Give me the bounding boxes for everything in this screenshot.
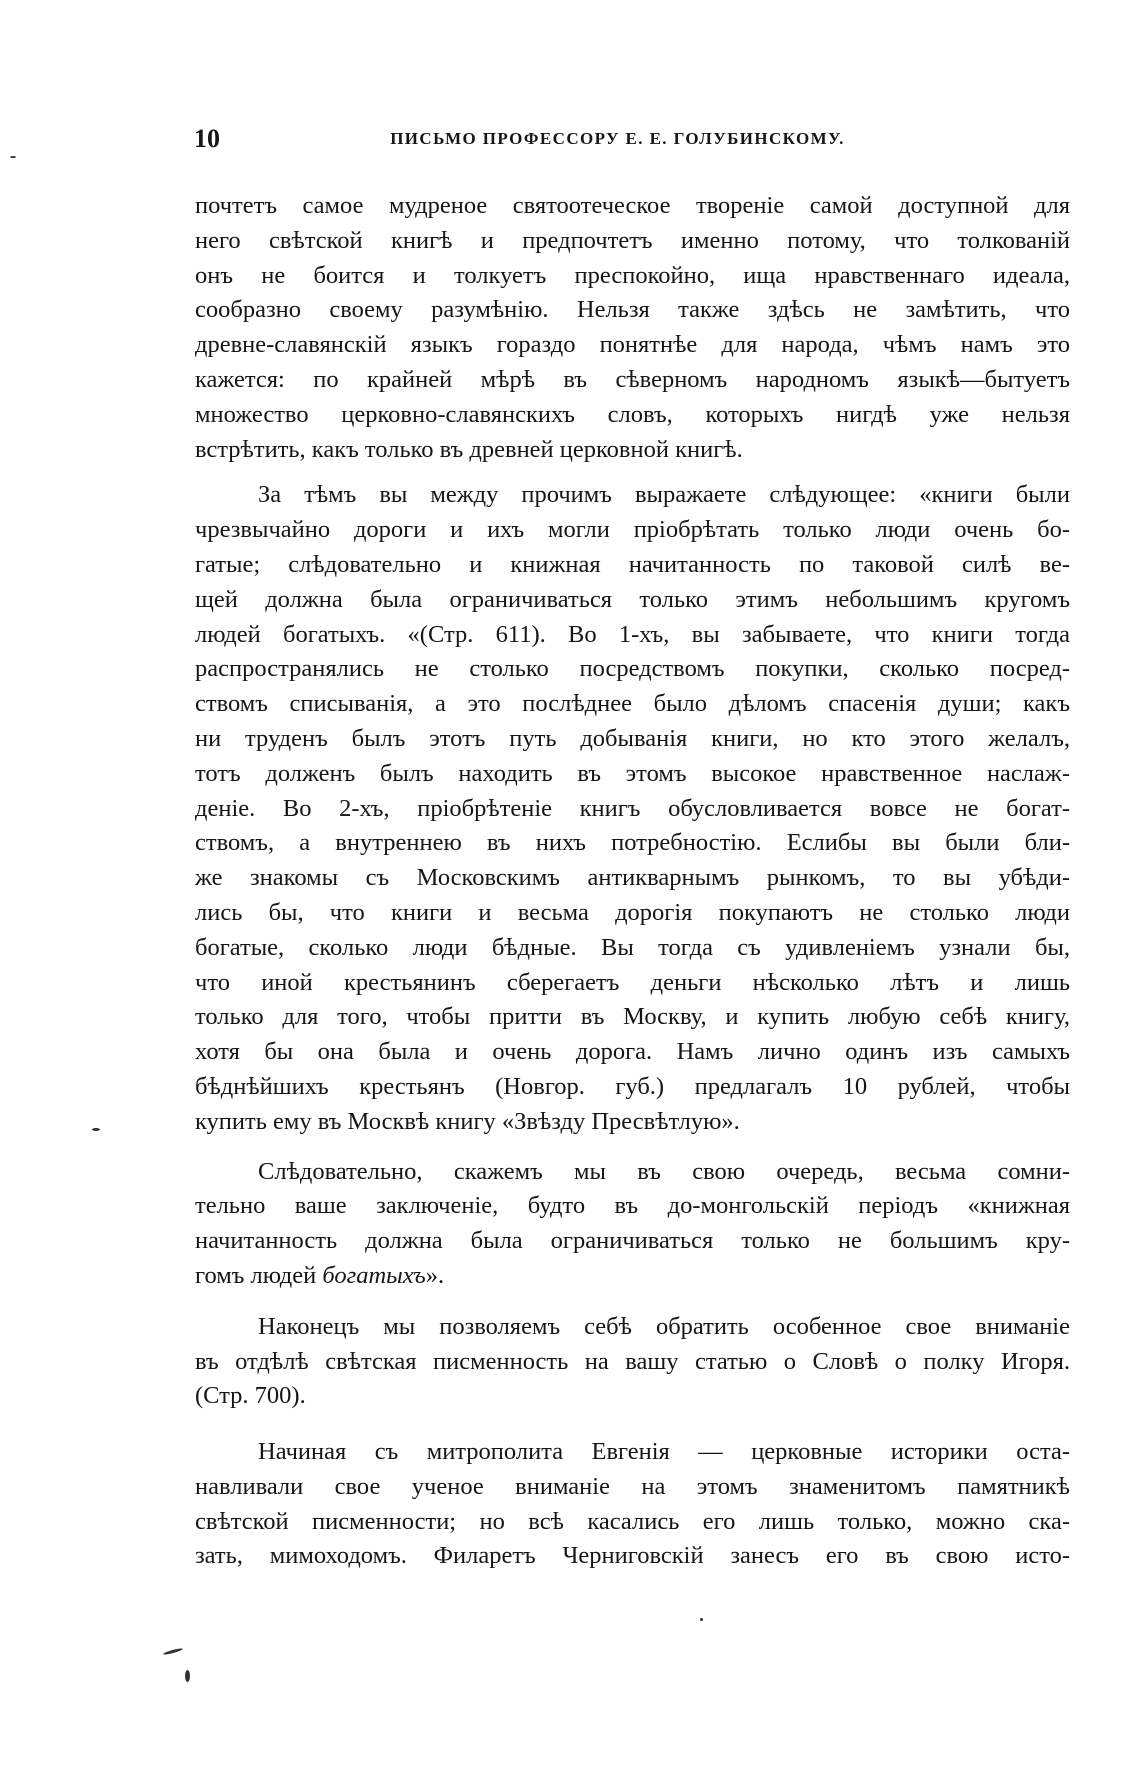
- text-line: людей богатыхъ. «(Стр. 611). Во 1-хъ, вы забываете, что книги тогда: [195, 620, 1070, 648]
- text-line: Начиная съ митрополита Евгенiя — церковные историки оста-: [258, 1438, 1070, 1466]
- running-title: ПИСЬМО ПРОФЕССОРУ Е. Е. ГОЛУБИНСКОМУ.: [390, 129, 845, 148]
- page-number: 10: [194, 124, 220, 153]
- text-line: [195, 1259, 1070, 1294]
- text-line: распространялись не столько посредствомъ покупки, сколько посред-: [195, 655, 1070, 683]
- text-line: ни труденъ былъ этотъ путь добыванiя книги, но кто этого желалъ,: [195, 724, 1070, 752]
- paragraph-2: [195, 478, 1070, 1139]
- text-line: Слѣдовательно, скажемъ мы въ свою очередь, весьма сомни-: [258, 1157, 1070, 1185]
- text-line: бѣднѣйшихъ крестьянъ (Новгор. губ.) предлагалъ 10 рублей, чтобы: [195, 1072, 1070, 1100]
- text-line: только для того, чтобы притти въ Москву, и купить любую себѣ книгу,: [195, 1003, 1070, 1031]
- text-line: (Стр. 700).: [195, 1382, 306, 1410]
- text-line: тотъ долженъ былъ находить въ этомъ высокое нравственное наслаж-: [195, 759, 1070, 787]
- text-line: что иной крестьянинъ сберегаетъ деньги нѣсколько лѣтъ и лишь: [195, 968, 1070, 996]
- text-line: кажется: по крайней мѣрѣ въ сѣверномъ народномъ языкѣ—бытуетъ: [195, 365, 1070, 393]
- text-line: щей должна была ограничиваться только этимъ небольшимъ кругомъ: [195, 585, 1070, 613]
- text-line: чрезвычайно дороги и ихъ могли прiобрѣтать только люди очень бо-: [195, 516, 1070, 544]
- text-line: ствомъ списыванiя, а это послѣднее было дѣломъ спасенiя души; какъ: [195, 690, 1070, 718]
- text-line: денiе. Во 2-хъ, прiобрѣтенiе книгъ обусловливается вовсе не богат-: [195, 794, 1070, 822]
- text-line: множество церковно-славянскихъ словъ, которыхъ нигдѣ уже нельзя: [195, 400, 1070, 428]
- text-line: свѣтской писменности; но всѣ касались его лишь только, можно ска-: [195, 1507, 1070, 1535]
- text-line: зать, мимоходомъ. Филаретъ Черниговскiй занесъ его въ свою исто-: [195, 1542, 1070, 1570]
- scan-speck: [185, 1670, 190, 1682]
- scan-speck: [10, 156, 16, 158]
- text-line: же знакомы съ Московскимъ антикварнымъ рынкомъ, то вы убѣди-: [195, 864, 1070, 892]
- text-line: сообразно своему разумѣнiю. Нельзя также здѣсь не замѣтить, что: [195, 296, 1070, 324]
- paragraph-5: [195, 1435, 1070, 1574]
- text-line: начитанность должна была ограничиваться только не большимъ кру-: [195, 1227, 1070, 1255]
- text-line: хотя бы она была и очень дорога. Намъ лично одинъ изъ самыхъ: [195, 1038, 1070, 1066]
- paragraph-3: [195, 1155, 1070, 1294]
- text-span: ».: [425, 1261, 445, 1289]
- italic-emphasis: богатыхъ: [322, 1261, 426, 1289]
- text-line: въ отдѣлѣ свѣтская писменность на вашу статью о Словѣ о полку Игоря.: [195, 1347, 1070, 1375]
- scan-speck: [700, 1618, 703, 1621]
- paragraph-1: [195, 189, 1070, 467]
- text-line: Наконецъ мы позволяемъ себѣ обратить особенное свое вниманiе: [258, 1312, 1070, 1340]
- text-line: навливали свое ученое вниманiе на этомъ знаменитомъ памятникѣ: [195, 1472, 1070, 1500]
- text-line: древне-славянскiй языкъ гораздо понятнѣе для народа, чѣмъ намъ это: [195, 331, 1070, 359]
- text-line: почтетъ самое мудреное святоотеческое творенie самой доступной для: [195, 192, 1070, 219]
- text-line: встрѣтить, какъ только въ древней церковной книгѣ.: [195, 435, 743, 463]
- text-line: тельно ваше заключенiе, будто въ до-монгольскiй перiодъ «книжная: [195, 1192, 1070, 1220]
- text-line: купить ему въ Москвѣ книгу «Звѣзду Пресвѣтлую».: [195, 1107, 740, 1135]
- text-span: гомъ людей: [195, 1261, 323, 1289]
- text-line: гатые; слѣдовательно и книжная начитанность по таковой силѣ ве-: [195, 550, 1070, 578]
- text-line: онъ не боится и толкуетъ преспокойно, ища нравственнаго идеала,: [195, 261, 1070, 289]
- scan-speck: [163, 1647, 183, 1655]
- text-line: лись бы, что книги и весьма дорогiя покупаютъ не столько люди: [195, 898, 1070, 926]
- paragraph-4: [195, 1310, 1070, 1414]
- text-line: него свѣтской книгѣ и предпочтетъ именно потому, что толкованiй: [195, 226, 1070, 254]
- text-line: богатые, сколько люди бѣдные. Вы тогда съ удивленiемъ узнали бы,: [195, 933, 1070, 961]
- text-line: ствомъ, а внутреннею въ нихъ потребностiю. Еслибы вы были бли-: [195, 829, 1070, 857]
- text-line: За тѣмъ вы между прочимъ выражаете слѣдующее: «книги были: [258, 481, 1070, 509]
- body-text: [195, 189, 1070, 1574]
- scan-speck: [92, 1128, 100, 1131]
